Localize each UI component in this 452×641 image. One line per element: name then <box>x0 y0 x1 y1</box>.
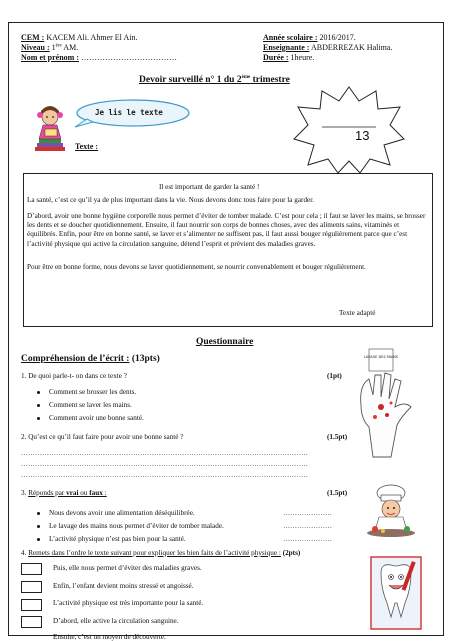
q4-item-3: L’activité physique est très importante pour la santé. <box>53 599 204 607</box>
q4-item-5: Ensuite, c’est un moyen de découverte. <box>53 633 166 641</box>
text-paragraph-1: La santé, c’est ce qu’il ya de plus important dans la vie. Nous devons donc tous faire pour la garder. <box>27 196 315 204</box>
chef-child-icon <box>361 483 423 539</box>
niveau-line <box>21 43 78 52</box>
q4-order-box-1[interactable] <box>21 563 42 575</box>
q3-label-ou: ou <box>78 489 90 497</box>
niveau-value-post: AM. <box>61 43 79 52</box>
q1-option-3: Comment avoir une bonne santé. <box>49 414 144 422</box>
q1-bullet <box>37 417 40 420</box>
questionnaire-title: Questionnaire <box>196 337 254 347</box>
q3-item-2: Le lavage des mains nous permet d’éviter de tomber malade. <box>49 522 224 530</box>
q3-label-a: Réponds par <box>28 489 67 497</box>
q2-answer-line-2[interactable]: …………………………………………………………………………………………………………… <box>21 460 308 468</box>
q3-item-3: L’activité physique n’est pas bien pour la santé. <box>49 535 186 543</box>
title-post: trimestre <box>250 75 290 86</box>
q4-points: (2pts) <box>280 549 301 557</box>
q3-bullet <box>37 525 40 528</box>
enseignante-value: ABDERREZAK Halima. <box>309 43 393 52</box>
nom-dots: ……………………………… <box>78 53 177 62</box>
q1-text: 1. De quoi parle-t- on dans ce texte ? <box>21 372 127 380</box>
annee-line <box>263 33 356 42</box>
q4-num: 4. <box>21 549 29 557</box>
q3-answer-3[interactable]: ………………… <box>283 535 332 543</box>
annee-label: Année scolaire : <box>263 33 318 42</box>
q2-points: (1.5pt) <box>327 433 348 441</box>
annee-value: 2016/2017. <box>317 33 356 42</box>
q4-order-box-2[interactable] <box>21 581 42 593</box>
niveau-value: 1 <box>49 43 56 52</box>
hand-sign-text: LAVAGE DES MAINS <box>363 355 399 359</box>
q3-answer-2[interactable]: ………………… <box>283 522 332 530</box>
cem-value: KACEM Ali. Ahmer El Ain. <box>44 33 138 42</box>
cem-line <box>21 33 137 42</box>
exam-title <box>139 75 290 85</box>
q1-points: (1pt) <box>327 372 342 380</box>
q4-item-1: Puis, elle nous permet d’éviter des maladies graves. <box>53 564 202 572</box>
text-paragraph-3: Pour être en bonne forme, nous devons se laver quotidiennement, se nourrir convenablement et bouger régulièrement. <box>27 263 366 271</box>
q4-order-box-3[interactable] <box>21 599 42 611</box>
title-pre: Devoir surveillé n° 1 du 2 <box>139 75 242 86</box>
exam-page <box>8 22 444 641</box>
comprehension-heading <box>21 354 160 364</box>
text-paragraph-2: D’abord, avoir une bonne hygiène corporelle nous permet d’éviter de tomber malade. C’est pour cela ; il faut se laver les mains, se brosser les dents et se doucher quotidiennement. Ensuite, il faut nourrir son corps de bonnes choses, avec des aliments sains, vitaminés et équilibrés. Enfin, pour être en bonne santé, se laver et s’alimenter ne suffisent pas, il faut aussi bouger régulièrement parce que c’est l’activité physique qui active la circulation sanguine, détend l’esprit et prévient des maladies graves. <box>27 212 426 248</box>
q3-num: 3. <box>21 489 29 497</box>
niveau-sup: ère <box>55 43 62 49</box>
q2-answer-line-1[interactable]: …………………………………………………………………………………………………………… <box>21 449 308 457</box>
q2-text: 2. Qu’est ce qu’il faut faire pour avoir une bonne santé ? <box>21 433 184 441</box>
q1-bullet <box>37 391 40 394</box>
cem-label: CEM : <box>21 33 45 42</box>
q4-text: Remets dans l’ordre le texte suivant pour expliquer les bien faits de l’activité physique : <box>28 549 281 557</box>
q3-label-faux: faux <box>89 489 103 497</box>
enseignante-label: Enseignante : <box>263 43 310 52</box>
q1-option-1: Comment se brosser les dents. <box>49 388 137 396</box>
duree-value: 1heure. <box>288 53 315 62</box>
enseignante-line <box>263 43 392 52</box>
q3-bullet <box>37 512 40 515</box>
q3-heading <box>21 489 107 497</box>
bubble-text: Je lis le texte <box>95 108 163 117</box>
q1-bullet <box>37 404 40 407</box>
hand-washing-icon <box>351 345 421 463</box>
comprehension-label: Compréhension de l’écrit : <box>21 354 130 364</box>
q4-order-box-4[interactable] <box>21 616 42 628</box>
nom-line <box>21 53 177 62</box>
girl-reading-icon <box>31 103 75 155</box>
q3-answer-1[interactable]: ………………… <box>283 509 332 517</box>
text-title: Il est important de garder la santé ! <box>159 183 260 191</box>
q3-points: (1.5pt) <box>327 489 348 497</box>
q2-answer-line-3[interactable]: …………………………………………………………………………………………………………… <box>21 471 308 479</box>
q1-option-2: Comment se laver les mains. <box>49 401 132 409</box>
tooth-mascot-icon <box>369 555 423 631</box>
nom-label: Nom et prénom : <box>21 53 79 62</box>
title-sup: ème <box>241 75 251 80</box>
q3-label-vrai: vrai <box>66 489 79 497</box>
score-starburst-icon <box>292 85 406 175</box>
text-source: Texte adapté <box>339 309 376 317</box>
q3-item-1: Nous devons avoir une alimentation déséquilibrée. <box>49 509 195 517</box>
duree-line <box>263 53 314 62</box>
niveau-label: Niveau : <box>21 43 50 52</box>
q4-item-2: Enfin, l’enfant devient moins stressé et angoissé. <box>53 582 194 590</box>
q4-heading <box>21 549 300 557</box>
q4-item-4: D’abord, elle active la circulation sanguine. <box>53 617 179 625</box>
duree-label: Durée : <box>263 53 289 62</box>
score-value: 13 <box>355 128 370 143</box>
texte-label: Texte : <box>75 142 99 151</box>
q3-label-e: : <box>102 489 107 497</box>
q3-bullet <box>37 538 40 541</box>
comprehension-points: (13pts) <box>129 354 160 364</box>
